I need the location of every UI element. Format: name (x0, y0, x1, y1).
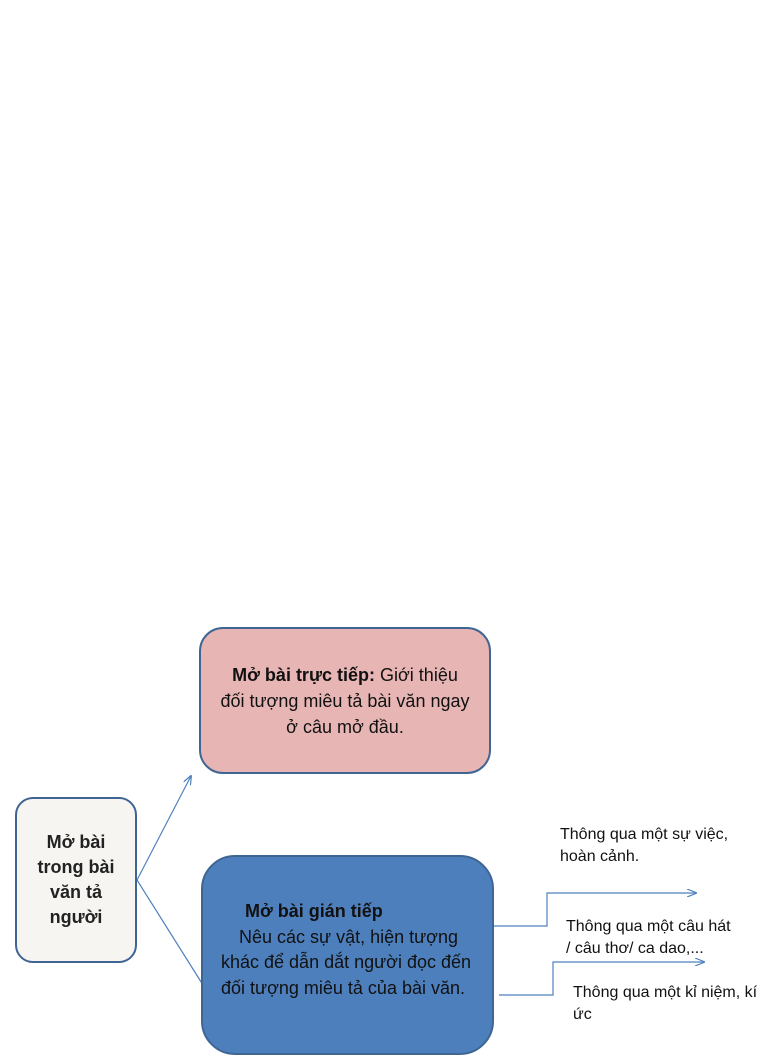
indirect-opening-text: Nêu các sự vật, hiện tượng khác để dẫn dắt người đọc đến đối tượng miêu tả của bài văn. (221, 926, 472, 998)
indirect-opening-node (201, 855, 494, 1055)
note-memory: Thông qua một kỉ niệm, kí ức (573, 984, 758, 1023)
direct-opening-text: Giới thiệu đối tượng miêu tả bài văn ngay ở câu mở đầu. (220, 664, 470, 737)
root-label: Mở bài trong bài văn tả người (37, 832, 115, 927)
line-root-to-indirect (137, 880, 203, 985)
indirect-opening-title: Mở bài gián tiếp (245, 901, 383, 921)
note-event-situation: Thông qua một sự việc, hoàn cảnh. (560, 826, 729, 865)
direct-opening-title: Mở bài trực tiếp: (232, 664, 375, 685)
direct-opening-node (199, 627, 491, 774)
root-node (15, 797, 137, 963)
arrow-root-to-direct (137, 776, 191, 880)
note-song-poem: Thông qua một câu hát / câu thơ/ ca dao,... (566, 918, 731, 957)
